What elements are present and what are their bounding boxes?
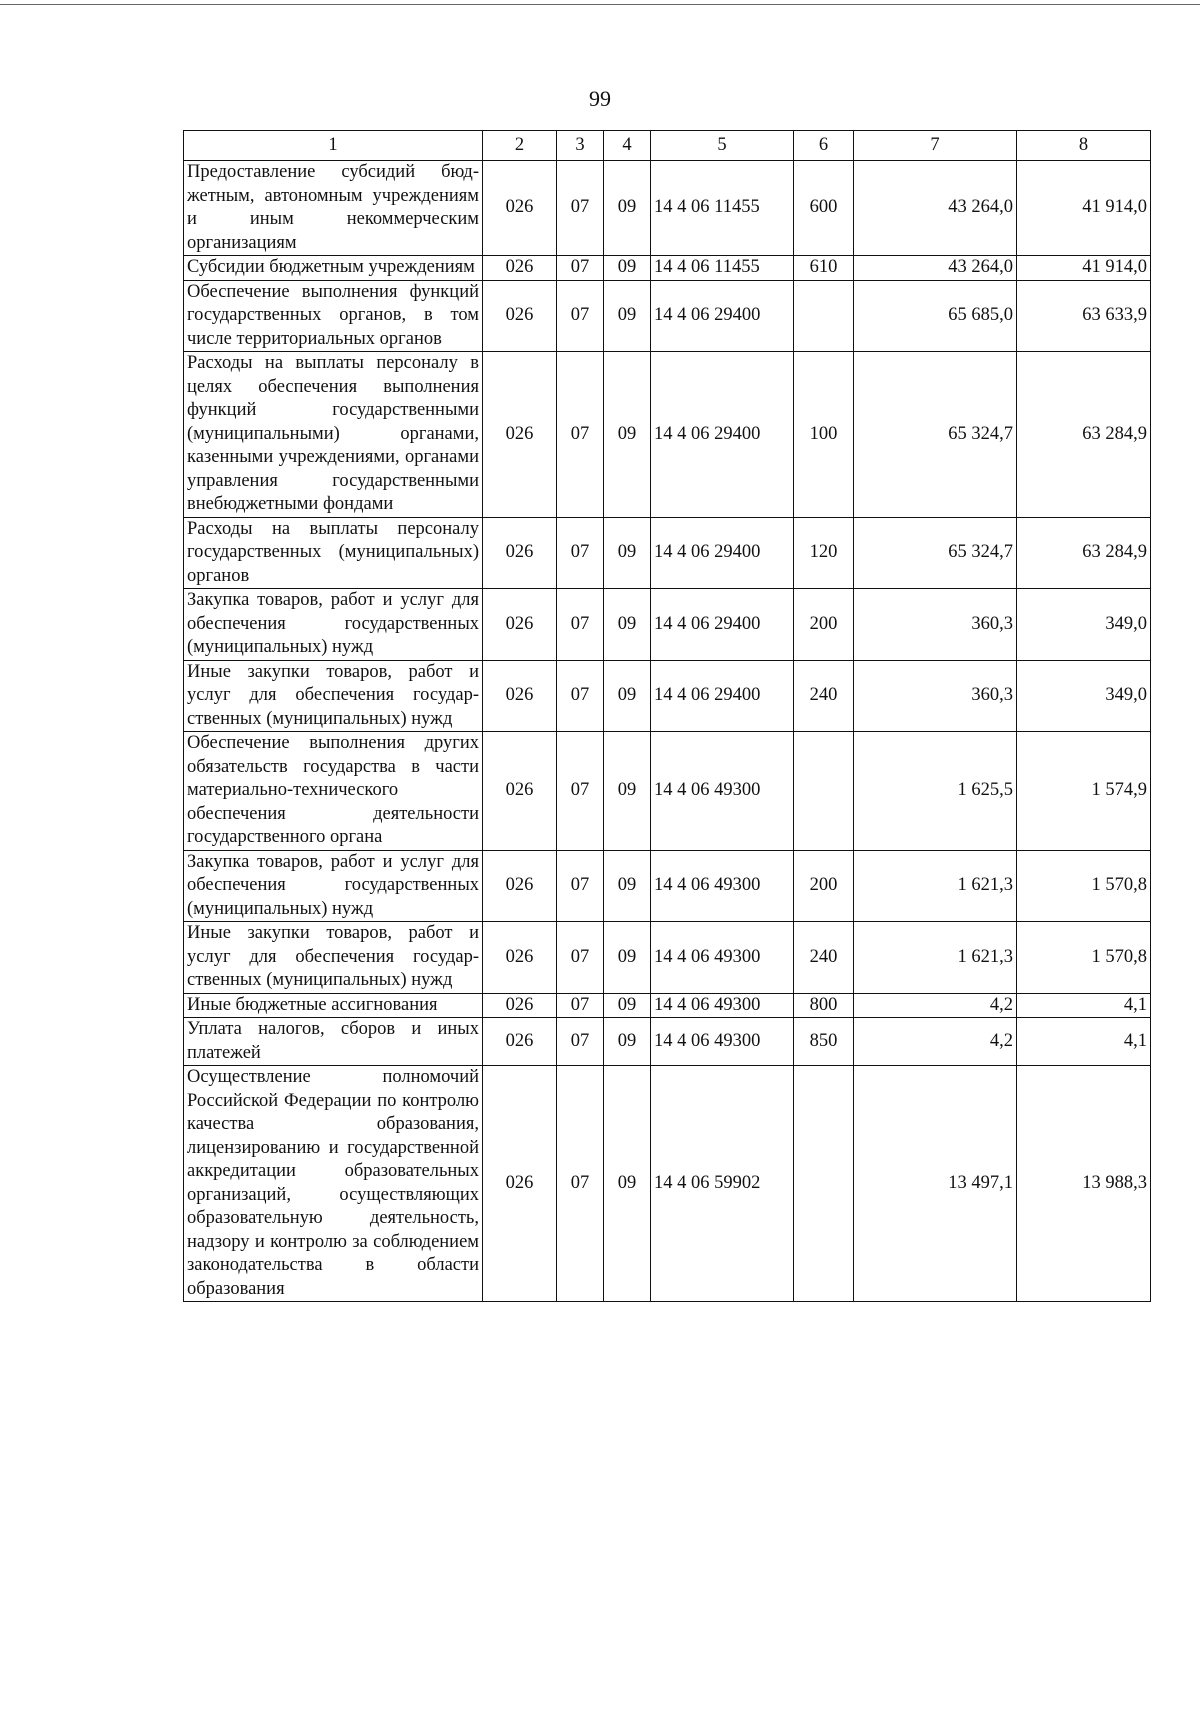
row-name-cell: Расходы на выплаты персоналу в целях обеспечения выполнения функций государственными (муниципальными) органами, казенными учреждениями, органами управления государственными внебюджетными фондами xyxy=(184,352,483,518)
table-row xyxy=(184,280,1151,352)
column-header: 1 xyxy=(184,131,483,161)
section-code-cell: 07 xyxy=(557,993,604,1018)
table-row xyxy=(184,1066,1151,1302)
amount-year2-cell: 63 284,9 xyxy=(1017,352,1151,518)
target-item-code-cell: 14 4 06 59902 xyxy=(651,1066,794,1302)
amount-year2-cell: 4,1 xyxy=(1017,993,1151,1018)
section-code-cell: 07 xyxy=(557,1066,604,1302)
amount-year1-cell: 1 625,5 xyxy=(854,732,1017,851)
expense-type-code-cell: 100 xyxy=(794,352,854,518)
expense-type-code-cell: 600 xyxy=(794,161,854,256)
section-code-cell: 07 xyxy=(557,1018,604,1066)
section-code-cell: 07 xyxy=(557,732,604,851)
amount-year2-cell: 13 988,3 xyxy=(1017,1066,1151,1302)
amount-year1-cell: 43 264,0 xyxy=(854,161,1017,256)
row-name-cell: Иные бюджетные ассигнования xyxy=(184,993,483,1018)
table-row xyxy=(184,352,1151,518)
subsection-code-cell: 09 xyxy=(604,993,651,1018)
section-code-cell: 07 xyxy=(557,517,604,589)
expense-type-code-cell xyxy=(794,280,854,352)
amount-year1-cell: 65 324,7 xyxy=(854,352,1017,518)
amount-year2-cell: 4,1 xyxy=(1017,1018,1151,1066)
target-item-code-cell: 14 4 06 29400 xyxy=(651,517,794,589)
subsection-code-cell: 09 xyxy=(604,660,651,732)
expense-type-code-cell: 240 xyxy=(794,922,854,994)
column-header: 7 xyxy=(854,131,1017,161)
subsection-code-cell: 09 xyxy=(604,1018,651,1066)
table-row xyxy=(184,256,1151,281)
target-item-code-cell: 14 4 06 49300 xyxy=(651,993,794,1018)
target-item-code-cell: 14 4 06 29400 xyxy=(651,352,794,518)
target-item-code-cell: 14 4 06 11455 xyxy=(651,161,794,256)
expense-type-code-cell: 610 xyxy=(794,256,854,281)
amount-year2-cell: 1 570,8 xyxy=(1017,922,1151,994)
target-item-code-cell: 14 4 06 49300 xyxy=(651,1018,794,1066)
amount-year1-cell: 4,2 xyxy=(854,1018,1017,1066)
table-row xyxy=(184,850,1151,922)
target-item-code-cell: 14 4 06 29400 xyxy=(651,660,794,732)
amount-year2-cell: 41 914,0 xyxy=(1017,161,1151,256)
target-item-code-cell: 14 4 06 49300 xyxy=(651,922,794,994)
target-item-code-cell: 14 4 06 11455 xyxy=(651,256,794,281)
column-header: 5 xyxy=(651,131,794,161)
section-code-cell: 07 xyxy=(557,850,604,922)
ministry-code-cell: 026 xyxy=(483,589,557,661)
amount-year2-cell: 1 574,9 xyxy=(1017,732,1151,851)
subsection-code-cell: 09 xyxy=(604,256,651,281)
ministry-code-cell: 026 xyxy=(483,1018,557,1066)
table-row xyxy=(184,922,1151,994)
amount-year1-cell: 65 324,7 xyxy=(854,517,1017,589)
column-header: 8 xyxy=(1017,131,1151,161)
column-header: 3 xyxy=(557,131,604,161)
amount-year1-cell: 1 621,3 xyxy=(854,850,1017,922)
amount-year1-cell: 4,2 xyxy=(854,993,1017,1018)
column-header: 2 xyxy=(483,131,557,161)
expense-type-code-cell: 240 xyxy=(794,660,854,732)
column-header: 6 xyxy=(794,131,854,161)
target-item-code-cell: 14 4 06 29400 xyxy=(651,280,794,352)
ministry-code-cell: 026 xyxy=(483,660,557,732)
amount-year2-cell: 41 914,0 xyxy=(1017,256,1151,281)
table-row xyxy=(184,1018,1151,1066)
subsection-code-cell: 09 xyxy=(604,1066,651,1302)
amount-year1-cell: 13 497,1 xyxy=(854,1066,1017,1302)
table-row xyxy=(184,161,1151,256)
subsection-code-cell: 09 xyxy=(604,161,651,256)
subsection-code-cell: 09 xyxy=(604,352,651,518)
subsection-code-cell: 09 xyxy=(604,922,651,994)
subsection-code-cell: 09 xyxy=(604,589,651,661)
row-name-cell: Обеспечение выполнения других обязательств государства в части материально-технического обеспечения деятельности государственного органа xyxy=(184,732,483,851)
column-header: 4 xyxy=(604,131,651,161)
amount-year2-cell: 63 284,9 xyxy=(1017,517,1151,589)
budget-table xyxy=(183,130,1151,1302)
row-name-cell: Предоставление субсидий бюджетным, автономным учреждениям и иным некоммерческим организациям xyxy=(184,161,483,256)
table-header-row xyxy=(184,131,1151,161)
row-name-cell: Иные закупки товаров, работ и услуг для обеспечения государственных (муниципальных) нужд xyxy=(184,660,483,732)
subsection-code-cell: 09 xyxy=(604,732,651,851)
ministry-code-cell: 026 xyxy=(483,161,557,256)
amount-year2-cell: 63 633,9 xyxy=(1017,280,1151,352)
section-code-cell: 07 xyxy=(557,161,604,256)
amount-year1-cell: 360,3 xyxy=(854,589,1017,661)
expense-type-code-cell xyxy=(794,732,854,851)
expense-type-code-cell xyxy=(794,1066,854,1302)
row-name-cell: Обеспечение выполнения функций государственных органов, в том числе территориальных органов xyxy=(184,280,483,352)
amount-year1-cell: 65 685,0 xyxy=(854,280,1017,352)
amount-year1-cell: 360,3 xyxy=(854,660,1017,732)
expense-type-code-cell: 200 xyxy=(794,589,854,661)
row-name-cell: Закупка товаров, работ и услуг для обеспечения государственных (муниципальных) нужд xyxy=(184,850,483,922)
ministry-code-cell: 026 xyxy=(483,280,557,352)
ministry-code-cell: 026 xyxy=(483,1066,557,1302)
subsection-code-cell: 09 xyxy=(604,280,651,352)
ministry-code-cell: 026 xyxy=(483,352,557,518)
amount-year2-cell: 349,0 xyxy=(1017,589,1151,661)
ministry-code-cell: 026 xyxy=(483,732,557,851)
expense-type-code-cell: 850 xyxy=(794,1018,854,1066)
amount-year2-cell: 349,0 xyxy=(1017,660,1151,732)
target-item-code-cell: 14 4 06 29400 xyxy=(651,589,794,661)
table-body xyxy=(184,131,1151,1302)
amount-year1-cell: 43 264,0 xyxy=(854,256,1017,281)
subsection-code-cell: 09 xyxy=(604,850,651,922)
section-code-cell: 07 xyxy=(557,352,604,518)
amount-year2-cell: 1 570,8 xyxy=(1017,850,1151,922)
table-row xyxy=(184,517,1151,589)
section-code-cell: 07 xyxy=(557,280,604,352)
table-row xyxy=(184,589,1151,661)
subsection-code-cell: 09 xyxy=(604,517,651,589)
section-code-cell: 07 xyxy=(557,256,604,281)
expense-type-code-cell: 800 xyxy=(794,993,854,1018)
ministry-code-cell: 026 xyxy=(483,517,557,589)
row-name-cell: Закупка товаров, работ и услуг для обеспечения государственных (муниципальных) нужд xyxy=(184,589,483,661)
ministry-code-cell: 026 xyxy=(483,256,557,281)
scan-top-rule xyxy=(0,4,1200,5)
table-row xyxy=(184,732,1151,851)
section-code-cell: 07 xyxy=(557,589,604,661)
table-row xyxy=(184,993,1151,1018)
ministry-code-cell: 026 xyxy=(483,993,557,1018)
target-item-code-cell: 14 4 06 49300 xyxy=(651,850,794,922)
page-number: 99 xyxy=(589,86,611,111)
ministry-code-cell: 026 xyxy=(483,922,557,994)
target-item-code-cell: 14 4 06 49300 xyxy=(651,732,794,851)
row-name-cell: Осуществление полномочий Российской Федерации по контролю качества образования, лицензированию и государственной аккредитации образовательных организаций, осуществляющих образовательную деятельность, надзору и контролю за соблюдением законодательства в области образования xyxy=(184,1066,483,1302)
row-name-cell: Субсидии бюджетным учреждениям xyxy=(184,256,483,281)
ministry-code-cell: 026 xyxy=(483,850,557,922)
expense-type-code-cell: 200 xyxy=(794,850,854,922)
row-name-cell: Расходы на выплаты персоналу государственных (муниципальных) органов xyxy=(184,517,483,589)
section-code-cell: 07 xyxy=(557,922,604,994)
table-row xyxy=(184,660,1151,732)
row-name-cell: Иные закупки товаров, работ и услуг для обеспечения государственных (муниципальных) нужд xyxy=(184,922,483,994)
expense-type-code-cell: 120 xyxy=(794,517,854,589)
amount-year1-cell: 1 621,3 xyxy=(854,922,1017,994)
row-name-cell: Уплата налогов, сборов и иных платежей xyxy=(184,1018,483,1066)
section-code-cell: 07 xyxy=(557,660,604,732)
